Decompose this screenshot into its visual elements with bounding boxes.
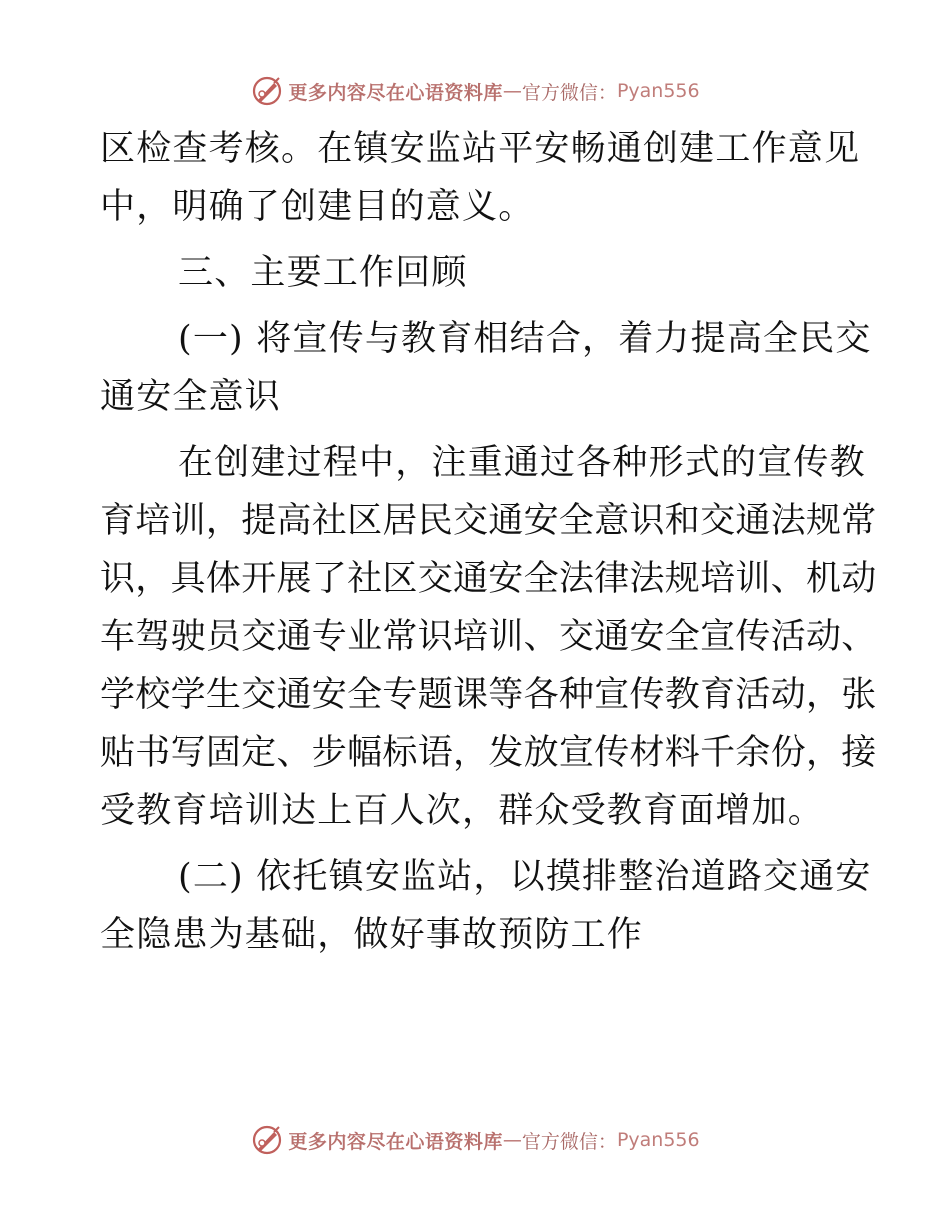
paragraph-line: 在创建过程中，注重通过各种形式的宣传教	[178, 443, 866, 483]
paragraph-line: 受教育培训达上百人次，群众受教育面增加。	[100, 791, 825, 831]
banner-separator: —	[502, 80, 522, 102]
quill-seal-icon	[250, 1123, 284, 1157]
quill-seal-icon	[250, 74, 284, 108]
banner-wechat-prefix: 官方微信：	[521, 81, 617, 104]
section-heading: 三、主要工作回顾	[178, 253, 468, 293]
banner-label: 更多内容尽在心语资料库	[288, 1130, 503, 1153]
subsection-heading: (二) 依托镇安监站，以摸排整治道路交通安	[178, 857, 872, 897]
paragraph-line: 中，明确了创建目的意义。	[100, 187, 535, 227]
subsection-heading: (一) 将宣传与教育相结合，着力提高全民交	[178, 319, 872, 359]
paragraph-line: 学校学生交通安全专题课等各种宣传教育活动，张	[100, 675, 877, 715]
paragraph-line: 区检查考核。在镇安监站平安畅通创建工作意见	[100, 129, 861, 169]
paragraph-line: 车驾驶员交通专业常识培训、交通安全宣传活动、	[100, 617, 877, 657]
paragraph-line: 育培训，提高社区居民交通安全意识和交通法规常	[100, 501, 877, 541]
subsection-heading-cont: 全隐患为基础，做好事故预防工作	[100, 915, 644, 955]
paragraph-line: 识，具体开展了社区交通安全法律法规培训、机动	[100, 559, 877, 599]
subsection-heading-cont: 通安全意识	[100, 377, 282, 417]
footer-watermark	[0, 1120, 950, 1160]
paragraph-line: 贴书写固定、步幅标语，发放宣传材料千余份，接	[100, 733, 877, 773]
banner-separator: —	[502, 1129, 522, 1151]
banner-wechat-id: Pyan556	[616, 1129, 700, 1151]
document-body	[100, 120, 877, 964]
banner-wechat-id: Pyan556	[616, 80, 700, 102]
banner-wechat-prefix: 官方微信：	[521, 1130, 617, 1153]
banner-label: 更多内容尽在心语资料库	[288, 81, 503, 104]
header-watermark	[0, 71, 950, 111]
